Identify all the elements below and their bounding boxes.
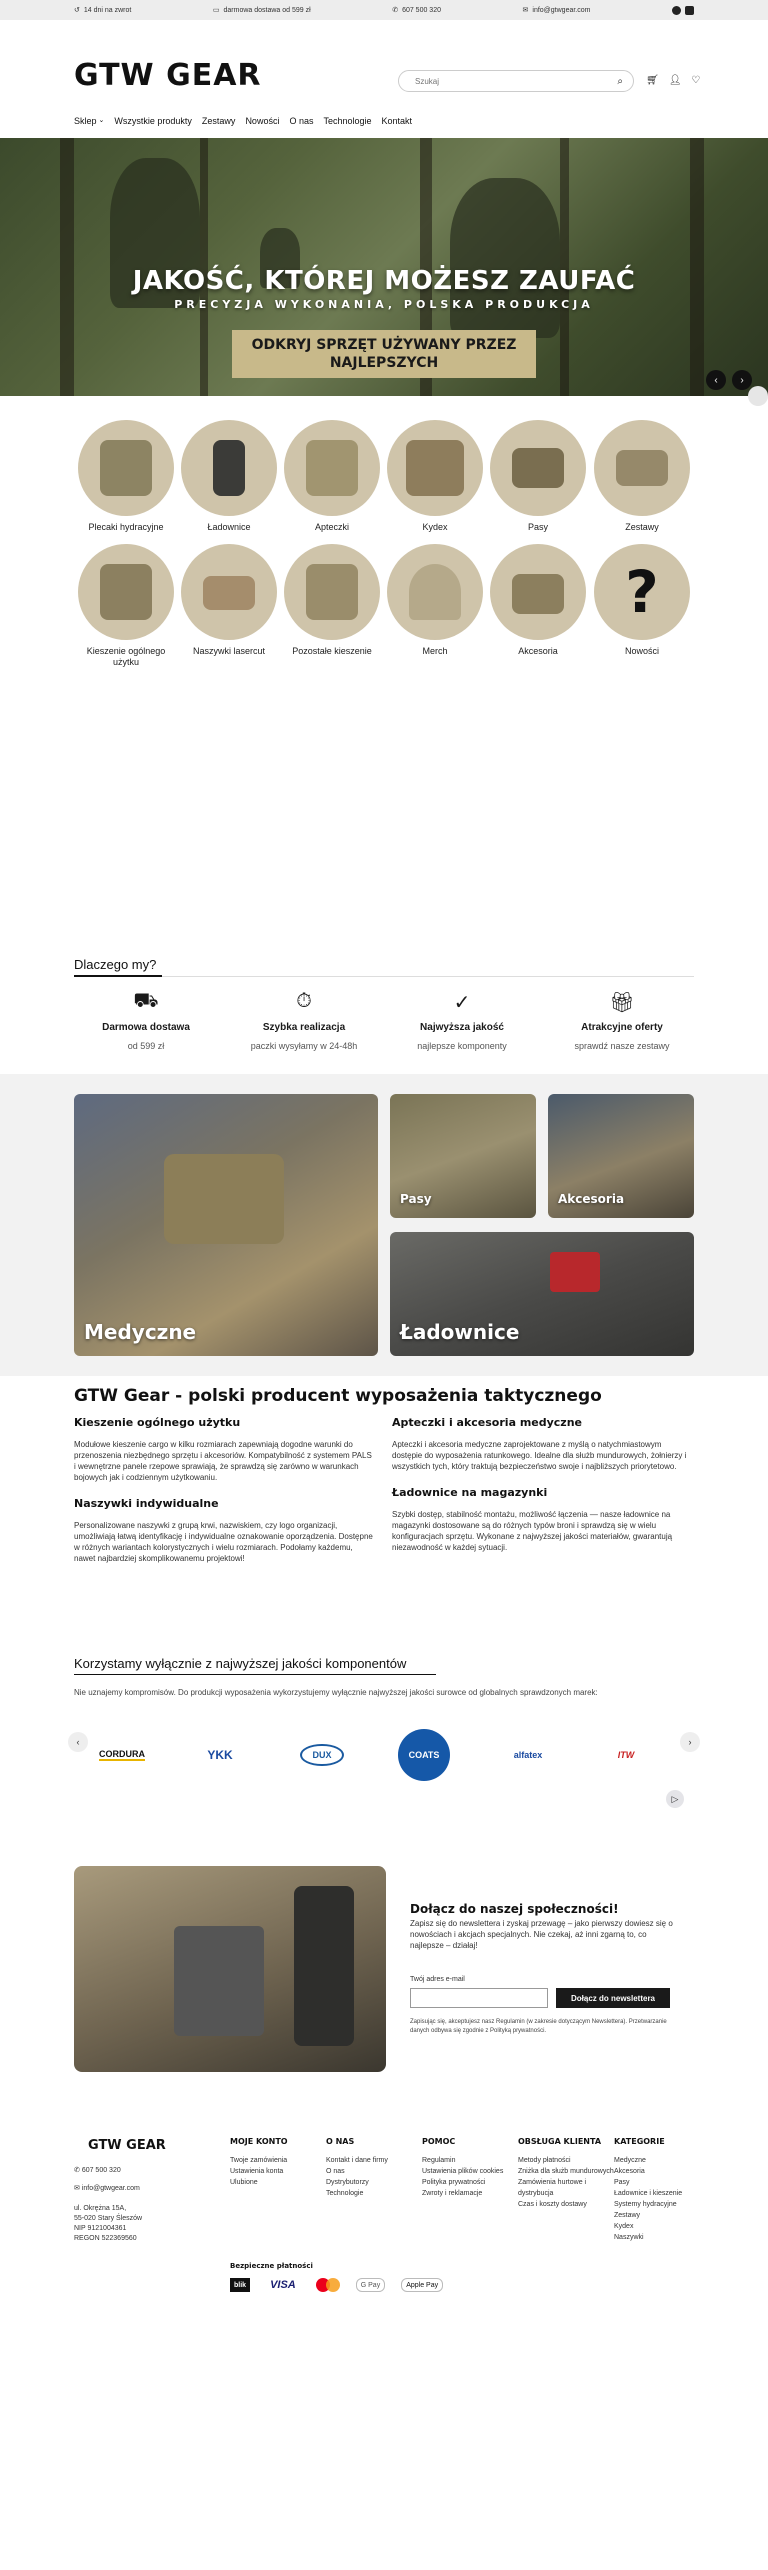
- tile-pouches[interactable]: [390, 1232, 694, 1356]
- category-gallery: [0, 1074, 768, 1376]
- category-label[interactable]: Kieszenie ogólnego użytku: [86, 646, 166, 667]
- components-desc: Nie uznajemy kompromisów. Do produkcji wyposażenia wykorzystujemy wyłącznie najwyższej jakości surowce od globalnych sprawdzonych marek:: [74, 1688, 598, 1697]
- footer-link[interactable]: Zwroty i reklamacje: [422, 2190, 483, 2197]
- why-item-fast-delivery: [234, 990, 374, 1051]
- category-hydration-backpacks[interactable]: [76, 420, 176, 533]
- header-icons: [646, 75, 700, 86]
- hero-title: JAKOŚĆ, KTÓREJ MOŻESZ ZAUFAĆ: [132, 266, 636, 296]
- truck-icon: ⛟: [133, 990, 159, 1012]
- why-item-free-delivery: [76, 990, 216, 1051]
- brand-ykk: YKK: [207, 1748, 233, 1762]
- why-us-divider: [74, 976, 694, 977]
- tile-label[interactable]: Medyczne: [84, 1320, 197, 1344]
- newsletter-image-device: [174, 1926, 264, 2036]
- footer-link[interactable]: Twoje zamówienia: [230, 2157, 288, 2164]
- category-label[interactable]: Pasy: [527, 522, 548, 532]
- category-image[interactable]: [387, 420, 483, 516]
- returns-info: [74, 6, 131, 14]
- mastercard-icon: [316, 2278, 340, 2292]
- footer-link[interactable]: Medyczne: [614, 2157, 646, 2164]
- why-item-title: Darmowa dostawa: [102, 1022, 190, 1033]
- section-heading: Kieszenie ogólnego użytku: [74, 1416, 241, 1429]
- category-new[interactable]: [592, 544, 692, 657]
- category-kydex[interactable]: [385, 420, 485, 533]
- shipping-text: darmowa dostawa od 599 zł: [223, 6, 311, 14]
- footer-link[interactable]: Pasy: [614, 2179, 630, 2186]
- category-image[interactable]: [490, 420, 586, 516]
- section-text: Modułowe kieszenie cargo w kilku rozmiarach zapewniają dogodne warunki do przenoszenia niezbędnego sprzętu i akcesoriów. Kompatybilność z systemem PALS i wewnętrzne panele rzepowe sprawiają, że sprawdzą się zarówno w warunkach bojowych jak i codziennym użytkowaniu.: [74, 1440, 372, 1482]
- category-image[interactable]: [387, 544, 483, 640]
- instagram-icon[interactable]: [685, 6, 694, 15]
- footer-link[interactable]: Technologie: [326, 2190, 364, 2197]
- brand-itw: ITW: [617, 1750, 635, 1760]
- newsletter-submit-button[interactable]: Dołącz do newslettera: [556, 1988, 670, 2008]
- search-icon[interactable]: ⌕: [617, 75, 623, 87]
- category-image[interactable]: [594, 544, 690, 640]
- why-us-title: Dlaczego my?: [74, 957, 157, 972]
- tile-accessories[interactable]: [548, 1094, 694, 1218]
- section-text: Apteczki i akcesoria medyczne zaprojektowane z myślą o natychmiastowym dostępie do wyposażenia ratunkowego. Idealne dla służb mundurowych, żołnierzy i wszystkich tych, który traktują bezpieczeństwo swoje i najbliższych priorytetowo.: [392, 1440, 687, 1471]
- why-item-sub: od 599 zł: [127, 1041, 165, 1051]
- nav-shop[interactable]: Sklep: [74, 116, 97, 126]
- category-label[interactable]: Zestawy: [625, 522, 659, 532]
- payment-methods: [230, 2278, 443, 2292]
- facebook-icon[interactable]: [672, 6, 681, 15]
- footer-link[interactable]: Akcesoria: [614, 2168, 645, 2175]
- phone-info[interactable]: [392, 6, 441, 14]
- category-first-aid[interactable]: [282, 420, 382, 533]
- side-scroll-button[interactable]: [748, 386, 768, 406]
- question-mark-icon: ?: [625, 558, 659, 626]
- newsletter-note: Zapisując się, akceptujesz nasz Regulamin (w zakresie dotyczącym Newslettera). Przetwarzanie danych odbywa się zgodnie z Polityką prywatności.: [410, 2019, 667, 2034]
- category-image[interactable]: [78, 420, 174, 516]
- check-badge-icon: ✓: [453, 992, 471, 1014]
- main-nav: [0, 116, 768, 138]
- section-heading: Naszywki indywidualne: [74, 1497, 219, 1510]
- components-divider: [74, 1674, 436, 1675]
- category-label[interactable]: Ładownice: [207, 522, 251, 532]
- brand-alfatex: alfatex: [513, 1750, 543, 1760]
- category-label[interactable]: Nowości: [624, 646, 659, 656]
- footer-logo[interactable]: GTW GEAR: [88, 2138, 166, 2153]
- tile-label[interactable]: Pasy: [400, 1192, 432, 1206]
- address-line: REGON 522369560: [74, 2235, 137, 2242]
- tile-belts[interactable]: [390, 1094, 536, 1218]
- category-label[interactable]: Merch: [422, 646, 448, 656]
- footer-col-title: OBSŁUGA KLIENTA: [518, 2137, 602, 2146]
- hero-subtitle: PRECYZJA WYKONANIA, POLSKA PRODUKCJA: [174, 298, 594, 311]
- search-input[interactable]: [415, 77, 617, 86]
- section-text: Personalizowane naszywki z grupą krwi, nazwiskiem, czy logo organizacji, umożliwiają łatwą identyfikację i indywidualne oznakowanie oporządzenia. Dostępne w różnych wariantach kolorystycznych i wielu rozmiarach. Podołamy każdemu, nawet najbardziej skomplikowanemu projektowi!: [74, 1521, 373, 1563]
- address-line: ul. Okrężna 15A,: [74, 2205, 127, 2212]
- category-label[interactable]: Naszywki lasercut: [192, 646, 266, 656]
- newsletter-email-field[interactable]: [410, 1988, 548, 2008]
- category-image[interactable]: [78, 544, 174, 640]
- footer-col-categories: [614, 2136, 710, 2243]
- footer-link[interactable]: O nas: [326, 2168, 345, 2175]
- social-links: [672, 6, 694, 15]
- email-text[interactable]: info@gtwgear.com: [532, 6, 591, 14]
- returns-text: 14 dni na zwrot: [83, 6, 132, 14]
- category-image[interactable]: [490, 544, 586, 640]
- address-line: 55-020 Stary Śleszów: [74, 2215, 143, 2222]
- category-label[interactable]: Pozostałe kieszenie: [292, 646, 372, 656]
- footer-col-help: [422, 2136, 518, 2199]
- nav-all-products[interactable]: Wszystkie produkty: [114, 116, 192, 126]
- footer-link[interactable]: Kydex: [614, 2223, 634, 2230]
- category-image[interactable]: [284, 420, 380, 516]
- components-title: Korzystamy wyłącznie z najwyższej jakości komponentów: [74, 1656, 407, 1671]
- section-heading: Ładownice na magazynki: [392, 1486, 548, 1499]
- category-label[interactable]: Plecaki hydracyjne: [88, 522, 164, 532]
- footer-link[interactable]: Naszywki: [614, 2234, 644, 2241]
- category-label[interactable]: Apteczki: [314, 522, 349, 532]
- footer-link[interactable]: Metody płatności: [518, 2157, 571, 2164]
- apple-pay-icon: Apple Pay: [401, 2278, 443, 2292]
- footer-col-title: O NAS: [326, 2137, 355, 2146]
- category-image[interactable]: [594, 420, 690, 516]
- footer-address: [74, 2204, 142, 2244]
- why-item-sub: sprawdź nasze zestawy: [574, 1041, 670, 1051]
- search-box[interactable]: [398, 70, 634, 92]
- footer-col-about: [326, 2136, 422, 2199]
- footer-phone-text[interactable]: 607 500 320: [81, 2167, 121, 2174]
- category-image[interactable]: [284, 544, 380, 640]
- cart-icon[interactable]: 🛒︎: [646, 75, 659, 86]
- brand-dux: DUX: [292, 1738, 352, 1772]
- phone-icon: ✆: [392, 7, 399, 14]
- producer-col-left: [74, 1416, 374, 1578]
- newsletter-email-label: Twój adres e-mail: [410, 1976, 465, 1983]
- category-accessories[interactable]: [488, 544, 588, 657]
- category-label[interactable]: Akcesoria: [518, 646, 558, 656]
- phone-text[interactable]: 607 500 320: [402, 6, 441, 14]
- hero-banner: [0, 138, 768, 396]
- why-item-title: Najwyższa jakość: [420, 1022, 504, 1033]
- footer-link[interactable]: Kontakt i dane firmy: [326, 2157, 388, 2164]
- why-item-quality: [392, 990, 532, 1051]
- why-item-title: Atrakcyjne oferty: [581, 1022, 663, 1033]
- newsletter-image-pistol: [294, 1886, 354, 2046]
- tile-product-shape: [550, 1252, 600, 1292]
- category-image[interactable]: [181, 544, 277, 640]
- nav-technologies[interactable]: Technologie: [323, 116, 372, 126]
- email-info[interactable]: [523, 6, 591, 14]
- footer-col-title: MOJE KONTO: [230, 2137, 288, 2146]
- footer-link[interactable]: Ustawienia konta: [230, 2168, 284, 2175]
- category-belts[interactable]: [488, 420, 588, 533]
- category-pouches[interactable]: [179, 420, 279, 533]
- brand-cordura: CORDURA: [99, 1749, 145, 1759]
- footer-link[interactable]: Dystrybutorzy: [326, 2179, 369, 2186]
- category-general-purpose-pouches[interactable]: [76, 544, 176, 668]
- why-item-offers: [552, 990, 692, 1051]
- category-other-pouches[interactable]: [282, 544, 382, 657]
- slider-next-button[interactable]: ›: [732, 370, 752, 390]
- tile-medical[interactable]: [74, 1094, 378, 1356]
- newsletter-image: [74, 1866, 386, 2072]
- why-item-sub: paczki wysyłamy w 24-48h: [250, 1041, 358, 1051]
- category-image[interactable]: [181, 420, 277, 516]
- carousel-play-button[interactable]: ▷: [666, 1790, 684, 1808]
- footer-email-text[interactable]: info@gtwgear.com: [81, 2185, 140, 2192]
- category-lasercut-patches[interactable]: [179, 544, 279, 657]
- why-item-sub: najlepsze komponenty: [417, 1041, 507, 1051]
- top-bar: [0, 0, 768, 20]
- why-item-title: Szybka realizacja: [262, 1022, 346, 1033]
- payments-title: Bezpieczne płatności: [230, 2262, 313, 2270]
- return-icon: ↺: [74, 7, 80, 14]
- truck-icon: ▭: [212, 7, 220, 14]
- footer-link[interactable]: Regulamin: [422, 2157, 456, 2164]
- slider-prev-button[interactable]: ‹: [706, 370, 726, 390]
- gift-icon: 🎁︎: [609, 992, 635, 1014]
- footer-col-account: [230, 2136, 326, 2188]
- footer-col-customer-service: [518, 2136, 614, 2210]
- hero-cta-button[interactable]: ODKRYJ SPRZĘT UŻYWANY PRZEZ NAJLEPSZYCH: [232, 330, 536, 378]
- footer-link[interactable]: Zestawy: [614, 2212, 641, 2219]
- address-line: NIP 9121004361: [74, 2225, 127, 2232]
- brands-prev-button[interactable]: ‹: [68, 1732, 88, 1752]
- footer-email[interactable]: [74, 2184, 140, 2192]
- footer-link[interactable]: Zamówienia hurtowe i dystrybucja: [518, 2179, 587, 2197]
- footer-phone[interactable]: [74, 2166, 121, 2174]
- footer-col-title: KATEGORIE: [614, 2137, 665, 2146]
- footer-link[interactable]: Ustawienia plików cookies: [422, 2168, 504, 2175]
- chevron-down-icon[interactable]: ⌄: [98, 117, 105, 124]
- header: [0, 20, 768, 116]
- nav-about[interactable]: O nas: [289, 116, 314, 126]
- producer-col-right: [392, 1416, 692, 1567]
- nav-contact[interactable]: Kontakt: [381, 116, 413, 126]
- stopwatch-icon: ⏱: [296, 990, 312, 1012]
- footer-link[interactable]: Polityka prywatności: [422, 2179, 486, 2186]
- brand-coats: COATS: [398, 1729, 450, 1781]
- category-merch[interactable]: [385, 544, 485, 657]
- blik-icon: blik: [230, 2278, 250, 2292]
- category-label[interactable]: Kydex: [422, 522, 448, 532]
- brands-next-button[interactable]: ›: [680, 1732, 700, 1752]
- hero-arrows: [706, 370, 752, 390]
- newsletter-desc: Zapisz się do newslettera i zyskaj przewagę – jako pierwszy dowiesz się o nowościach i akcjach specjalnych. Nie czekaj, aż inni zgarną to, co najlepsze – działaj!: [410, 1919, 673, 1950]
- heart-icon[interactable]: ♡: [691, 75, 701, 86]
- nav-sets[interactable]: Zestawy: [201, 116, 236, 126]
- section-heading: Apteczki i akcesoria medyczne: [392, 1416, 582, 1429]
- tile-label[interactable]: Akcesoria: [558, 1192, 625, 1206]
- tile-product-shape: [164, 1154, 284, 1244]
- footer-link[interactable]: Czas i koszty dostawy: [518, 2201, 587, 2208]
- footer-col-title: POMOC: [422, 2137, 456, 2146]
- footer-link[interactable]: Systemy hydracyjne: [614, 2201, 677, 2208]
- newsletter-title: Dołącz do naszej społeczności!: [410, 1902, 619, 1916]
- footer-link[interactable]: Ładownice i kieszenie: [614, 2190, 683, 2197]
- nav-new[interactable]: Nowości: [245, 116, 280, 126]
- category-sets[interactable]: [592, 420, 692, 533]
- user-icon[interactable]: 👤︎: [668, 75, 682, 86]
- producer-title: GTW Gear - polski producent wyposażenia taktycznego: [74, 1386, 602, 1406]
- footer-link[interactable]: Zniżka dla służb mundurowych: [518, 2168, 614, 2175]
- google-pay-icon: G Pay: [356, 2278, 385, 2292]
- section-text: Szybki dostęp, stabilność montażu, możliwość łączenia — nasze ładownice na magazynki dostosowane są do różnych typów broni i sprawdzą się w wielu konfiguracjach sprzętu. Wykonane z najwyższej jakości materiałów, gwarantują niezawodność w każdej sytuacji.: [392, 1510, 673, 1552]
- site-logo[interactable]: GTW GEAR: [74, 58, 262, 93]
- mail-icon: ✉: [522, 7, 529, 14]
- shipping-info: [213, 6, 311, 14]
- footer-link[interactable]: Ulubione: [230, 2179, 258, 2186]
- tile-label[interactable]: Ładownice: [400, 1320, 520, 1344]
- mail-icon: ✉: [74, 2185, 82, 2192]
- phone-icon: ✆: [74, 2167, 82, 2174]
- visa-icon: VISA: [270, 2279, 296, 2291]
